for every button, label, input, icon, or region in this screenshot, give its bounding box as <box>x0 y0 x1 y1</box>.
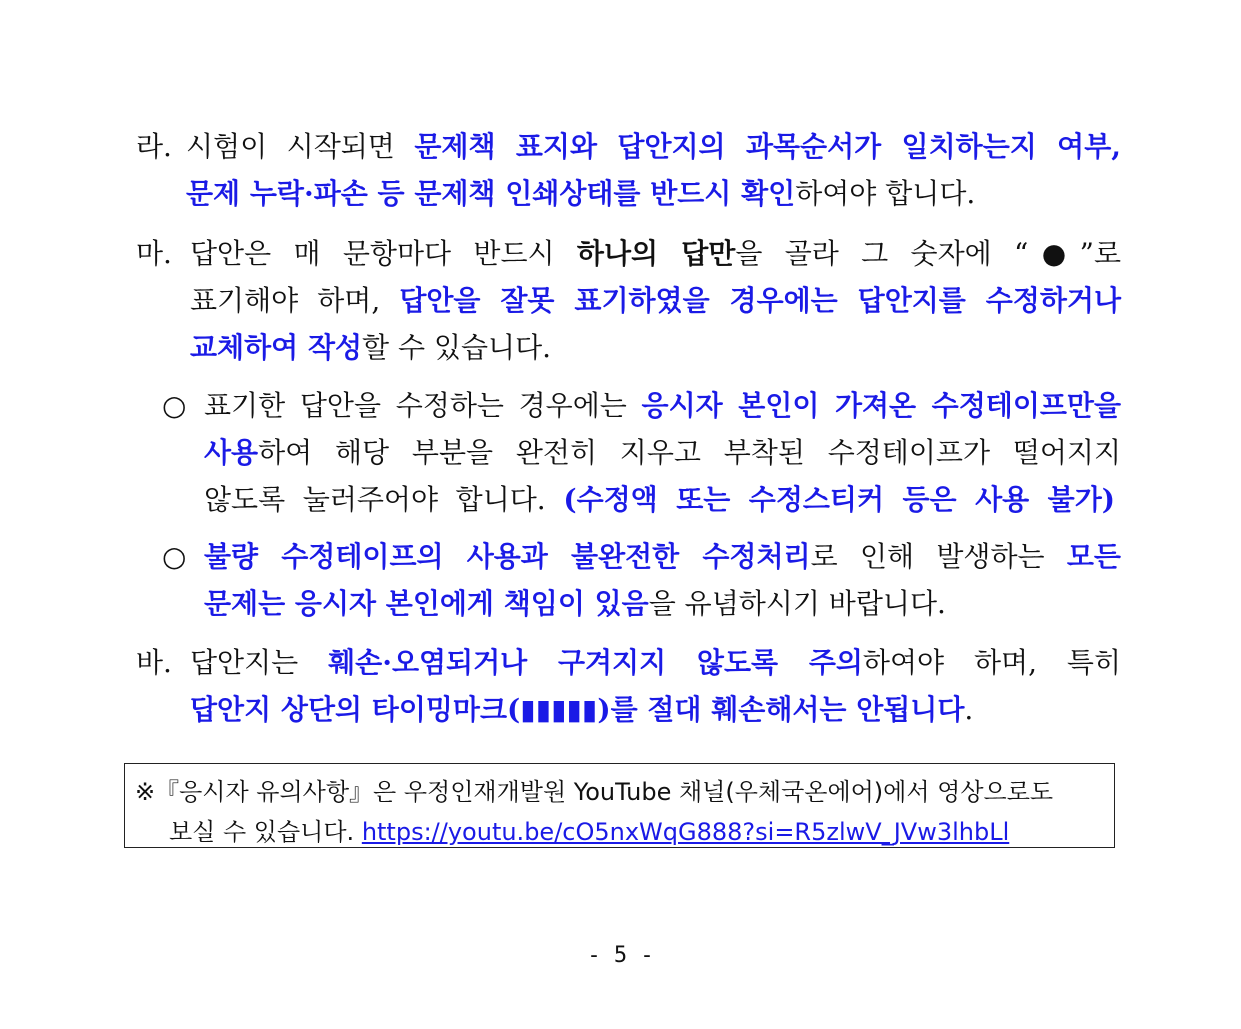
bullet-1-highlight-2: 사용 <box>204 436 259 469</box>
bullet-1-highlight: 응시자 본인이 가져온 수정테이프만을 <box>641 389 1122 422</box>
bullet-1-marker: ○ <box>162 389 187 422</box>
bullet-2-highlight-2: 문제는 응시자 본인에게 책임이 있음 <box>204 587 649 620</box>
section-ma-highlight: 답안을 잘못 표기하였을 경우에는 답안지를 수정하거나 <box>399 284 1121 317</box>
section-ma-bold: 하나의 답만 <box>576 237 736 270</box>
section-ra-line-1 <box>186 125 1121 169</box>
bullet-2-highlight-b: 모든 <box>1066 540 1121 573</box>
section-ma-text-b: 을 골라 그 숫자에 “●”로 <box>735 237 1121 270</box>
section-ra-highlight: 문제책 표지와 답안지의 과목순서가 일치하는지 여부, <box>414 130 1122 163</box>
bullet-2-highlight: 불량 수정테이프의 사용과 불완전한 수정처리 <box>204 540 811 573</box>
section-ma-text: 답안은 매 문항마다 반드시 <box>190 237 577 270</box>
section-ma-marker: 마. <box>136 237 172 270</box>
section-ba-period: . <box>964 693 974 726</box>
notice-text-2: 보실 수 있습니다. <box>169 818 362 846</box>
bullet-1-text-2: 하여 해당 부분을 완전히 지우고 부착된 수정테이프가 떨어지지 <box>258 436 1121 469</box>
section-ba-line-1 <box>190 641 1121 685</box>
section-ma-text-2: 표기해야 하며, <box>190 284 400 317</box>
timing-marks: ▮▮▮▮▮ <box>520 693 598 726</box>
bullet-1-highlight-3: (수정액 또는 수정스티커 등은 사용 불가) <box>563 483 1115 516</box>
section-ma-line-3 <box>190 326 1121 370</box>
page-number: - 5 - <box>587 943 654 968</box>
bullet-1-text-3: 않도록 눌러주어야 합니다. <box>204 483 564 516</box>
youtube-link[interactable]: https://youtu.be/cO5nxWqG888?si=R5zlwV_JVw3lhbLl <box>361 818 1010 846</box>
bullet-2-text: 로 인해 발생하는 <box>810 540 1067 573</box>
bullet-2-text-2: 을 유념하시기 바랍니다. <box>648 587 946 620</box>
section-ra-marker: 라. <box>136 130 172 163</box>
youtube-notice-box <box>124 763 1115 848</box>
section-ba-highlight-3: )를 절대 훼손해서는 안됩니다 <box>597 693 965 726</box>
section-ra-line-2 <box>186 172 1121 216</box>
section-ba-highlight: 훼손·오염되거나 구겨지지 않도록 주의 <box>328 646 863 679</box>
section-ma-line-2 <box>190 279 1121 323</box>
section-ba-highlight-2: 답안지 상단의 타이밍마크( <box>190 693 521 726</box>
notice-line-1: ※『응시자 유의사항』은 우정인재개발원 YouTube 채널(우체국온에어)에서 영상으로도 <box>135 778 1054 806</box>
section-ra-text-2: 하여야 합니다. <box>795 177 976 210</box>
section-ba-line-2 <box>190 688 1060 732</box>
bullet-2-line-2 <box>204 582 1121 626</box>
notice-line-2 <box>169 814 1009 850</box>
bullet-2-line-1 <box>204 535 1121 579</box>
bullet-2-marker: ○ <box>162 540 187 573</box>
section-ra-text: 시험이 시작되면 <box>186 130 415 163</box>
section-ma-text-3: 할 수 있습니다. <box>362 331 552 364</box>
section-ma-highlight-2: 교체하여 작성 <box>190 331 363 364</box>
section-ba-text: 답안지는 <box>190 646 329 679</box>
bullet-1-line-2 <box>204 431 1121 475</box>
section-ba-marker: 바. <box>136 646 172 679</box>
section-ba-text-b: 하여야 하며, 특히 <box>862 646 1121 679</box>
bullet-1-line-1 <box>204 384 1121 428</box>
bullet-1-text: 표기한 답안을 수정하는 경우에는 <box>204 389 642 422</box>
section-ma-line-1 <box>190 232 1121 276</box>
section-ra-highlight-2: 문제 누락·파손 등 문제책 인쇄상태를 반드시 확인 <box>186 177 796 210</box>
bullet-1-line-3 <box>204 478 1115 522</box>
